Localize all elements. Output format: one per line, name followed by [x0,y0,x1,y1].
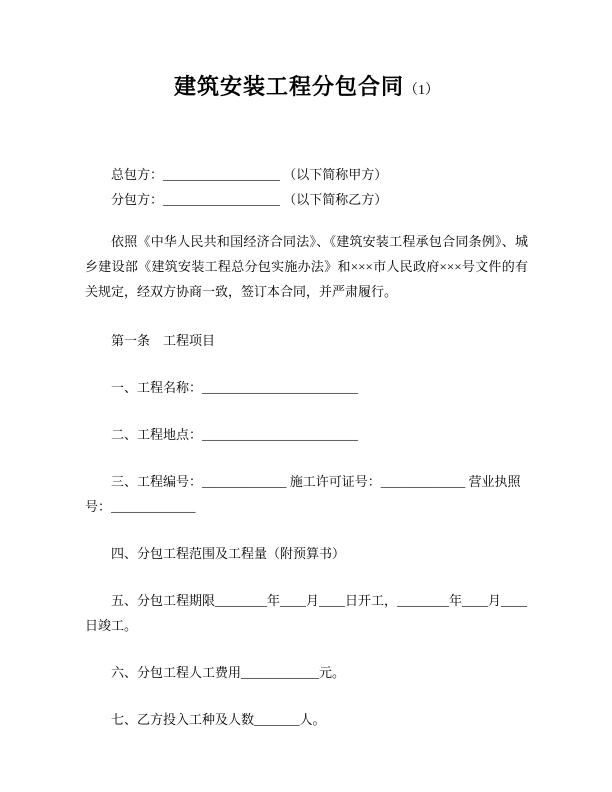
clause-subcontract-scope: 四、分包工程范围及工程量（附预算书） [111,546,346,561]
clause-subcontract-duration: 五、分包工程期限________年____月____日开工，________年____月____日竣工。 [85,593,528,633]
article-1-heading: 第一条 工程项目 [111,333,216,348]
clause-labor-cost: 六、分包工程人工费用____________元。 [111,665,346,680]
clause-project-name: 一、工程名称：________________________ [111,380,359,395]
party-b-line: 分包方：__________________ （以下简称乙方） [111,192,388,207]
preamble-paragraph: 依照《中华人民共和国经济合同法》、《建筑安装工程承包合同条例》、城乡建设部《建筑安装工程总分包实施办法》和×××市人民政府×××号文件的有关规定，经双方协商一致，签订本合同，并严肃履行。 [85,234,528,299]
clause-project-location: 二、工程地点：________________________ [111,427,359,442]
title-suffix: （1） [404,83,439,98]
clause-worker-count: 七、乙方投入工种及人数_______人。 [111,712,326,727]
party-a-line: 总包方：__________________ （以下简称甲方） [111,167,388,182]
clause-project-numbers: 三、工程编号：_____________ 施工许可证号：_____________ 营业执照号：_____________ [85,474,521,514]
title-text: 建筑安装工程分包合同 [173,74,404,99]
document-title [85,72,528,106]
